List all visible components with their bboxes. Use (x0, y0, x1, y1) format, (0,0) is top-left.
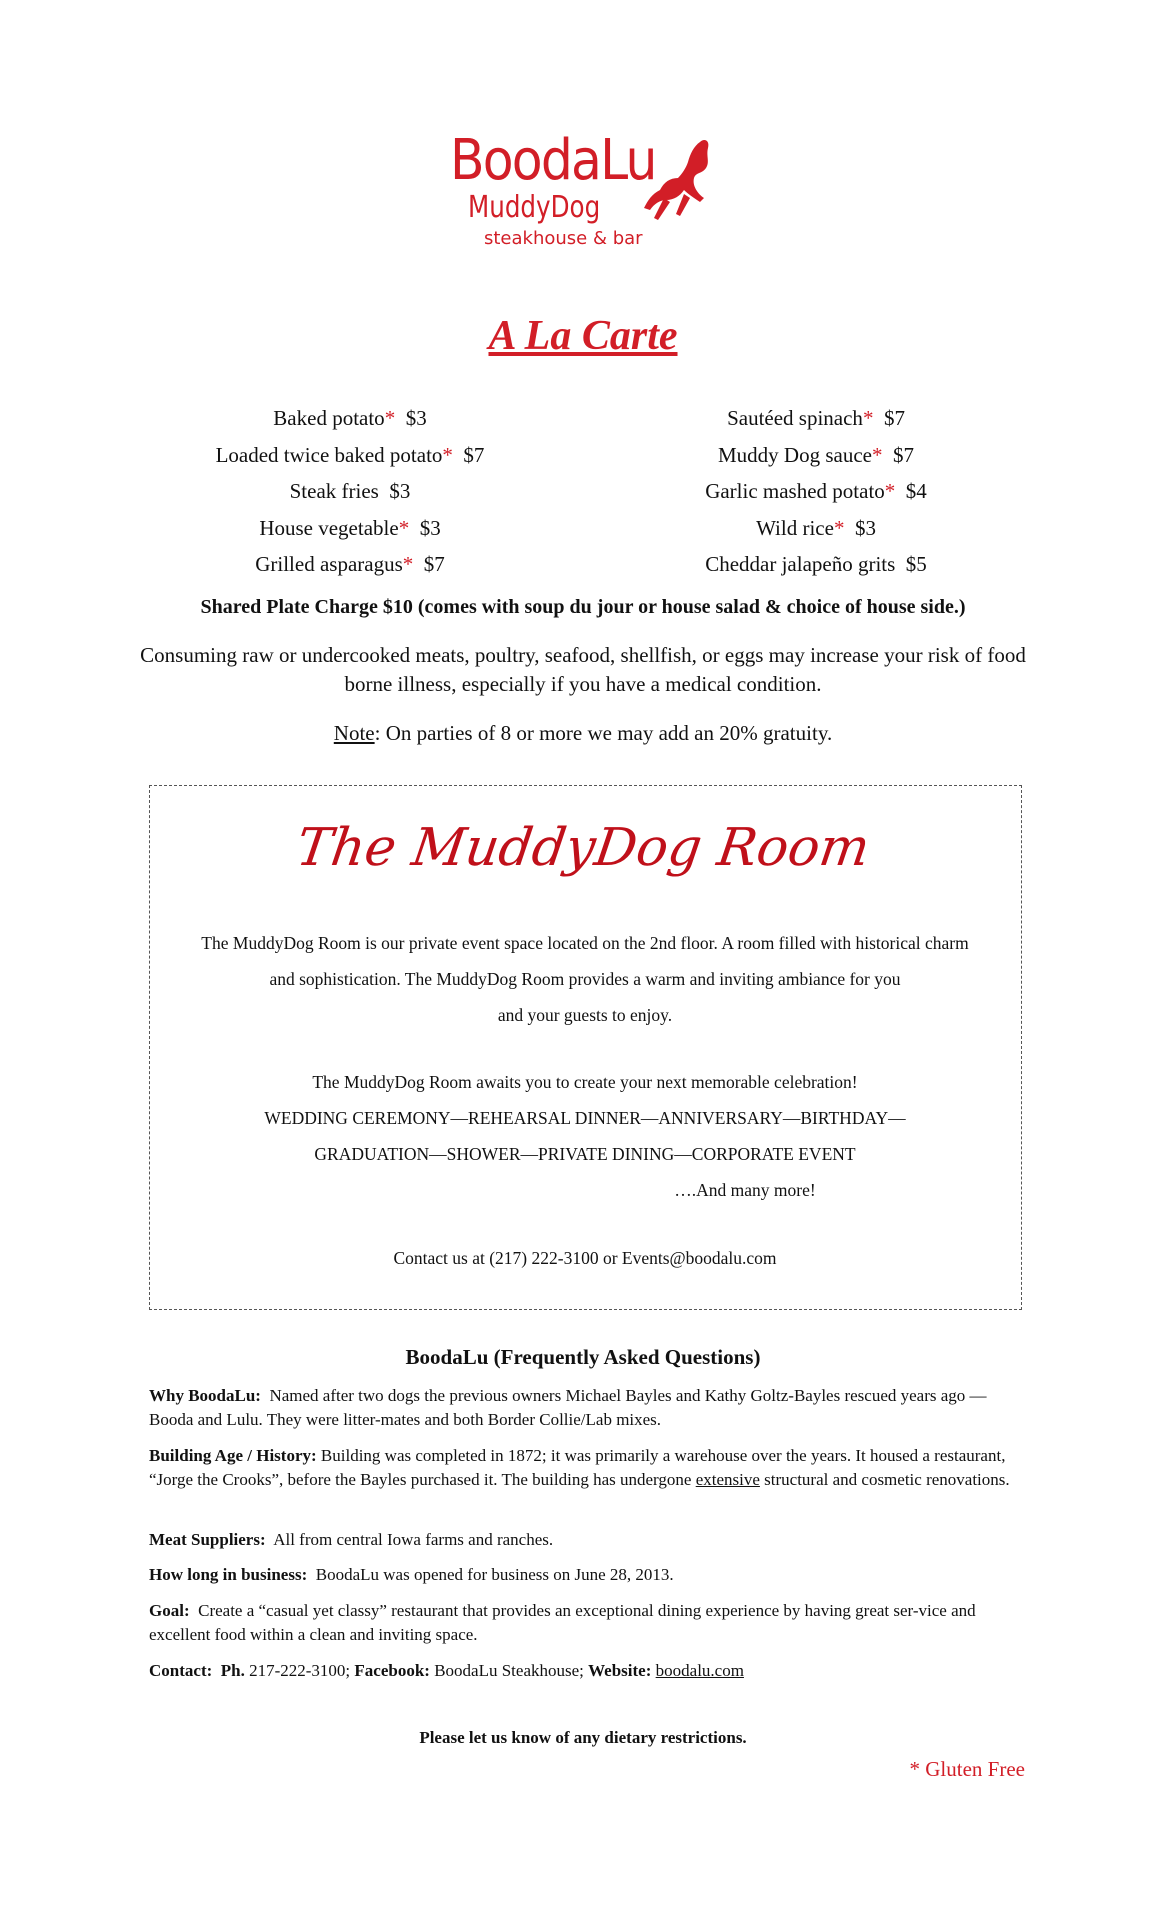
menu-item: House vegetable* $3 (259, 515, 441, 540)
room-description (150, 925, 1020, 1033)
website-link[interactable]: boodalu.com (655, 1661, 744, 1680)
room-line: WEDDING CEREMONY—REHEARSAL DINNER—ANNIVERSARY—BIRTHDAY— (264, 1108, 906, 1128)
menu-item: Cheddar jalapeño grits $5 (705, 552, 927, 576)
food-warning: Consuming raw or undercooked meats, poultry, seafood, shellfish, or eggs may increase your risk of food borne illness, especially if you have a medical condition. (140, 643, 1026, 696)
faq-how-long: How long in business: BoodaLu was opened for business on June 28, 2013. (149, 1565, 674, 1584)
menu-item: Grilled asparagus* $7 (255, 552, 445, 576)
menu-item: Baked potato* $3 (273, 406, 427, 430)
menu-item: Wild rice* $3 (756, 515, 876, 540)
faq-label: Why BoodaLu: (149, 1386, 261, 1405)
faq-label: Contact: (149, 1661, 213, 1680)
faq-label: Building Age / History: (149, 1446, 317, 1465)
faq-goal: Goal: Create a “casual yet classy” restaurant that provides an exceptional dining experience by having great ser-vice and excellent food within a clean and inviting space. (149, 1601, 976, 1644)
faq-title: BoodaLu (Frequently Asked Questions) (405, 1345, 761, 1369)
faq-label: Meat Suppliers: (149, 1530, 266, 1549)
faq-building: Building Age / History: Building was completed in 1872; it was primarily a warehouse over the years. It housed a restaurant, “Jorge the Crooks”, before the Bayles purchased it. The building has undergone extensive structural and cosmetic renovations. (149, 1446, 1010, 1489)
dog-silhouette-icon (640, 138, 716, 228)
faq-label: How long in business: (149, 1565, 308, 1584)
menu-item: Steak fries $3 (289, 479, 411, 503)
faq-meat: Meat Suppliers: All from central Iowa farms and ranches. (149, 1530, 554, 1549)
note-label: Note (333, 721, 375, 745)
logo-boodalu: BoodaLu (450, 128, 656, 193)
menu-item: Muddy Dog sauce* $7 (718, 442, 914, 467)
menu-right-column (606, 400, 1026, 583)
room-line: and sophistication. The MuddyDog Room provides a warm and inviting ambiance for you (269, 969, 901, 989)
room-title: The MuddyDog Room (292, 818, 874, 878)
shared-plate-charge: Shared Plate Charge $10 (comes with soup du jour or house salad & choice of house side.) (200, 596, 966, 618)
page-title: A La Carte (488, 313, 678, 359)
note-text: : On parties of 8 or more we may add an 20% gratuity. (374, 721, 833, 745)
logo (440, 128, 750, 268)
logo-steakhouse: steakhouse & bar (484, 228, 643, 249)
menu-left-column (140, 400, 560, 583)
menu-item: Garlic mashed potato* $4 (705, 479, 927, 503)
room-line: The MuddyDog Room awaits you to create your next memorable celebration! (312, 1072, 858, 1092)
room-line: GRADUATION—SHOWER—PRIVATE DINING—CORPORATE EVENT (314, 1144, 856, 1164)
room-line: The MuddyDog Room is our private event space located on the 2nd floor. A room filled with historical charm (201, 933, 969, 953)
room-contact: Contact us at (217) 222-3100 or Events@boodalu.com (393, 1248, 777, 1268)
room-more: ….And many more! (674, 1180, 816, 1200)
dietary-note: Please let us know of any dietary restrictions. (419, 1728, 747, 1747)
gratuity-note (0, 721, 1166, 746)
logo-muddydog: MuddyDog (468, 190, 601, 225)
menu-item: Sautéed spinach* $7 (727, 406, 905, 430)
faq-contact: Contact: Ph. 217-222-3100; Facebook: BoodaLu Steakhouse; Website: boodalu.com (149, 1661, 744, 1680)
menu-item: Loaded twice baked potato* $7 (215, 442, 485, 467)
faq-why: Why BoodaLu: Named after two dogs the previous owners Michael Bayles and Kathy Goltz-Bayles rescued years ago — Booda and Lulu. They were litter-mates and both Border Collie/Lab mixes. (149, 1386, 987, 1429)
room-events (150, 1064, 1020, 1208)
faq-label: Goal: (149, 1601, 190, 1620)
gluten-free-legend: * Gluten Free (909, 1757, 1025, 1781)
room-line: and your guests to enjoy. (497, 1005, 673, 1025)
